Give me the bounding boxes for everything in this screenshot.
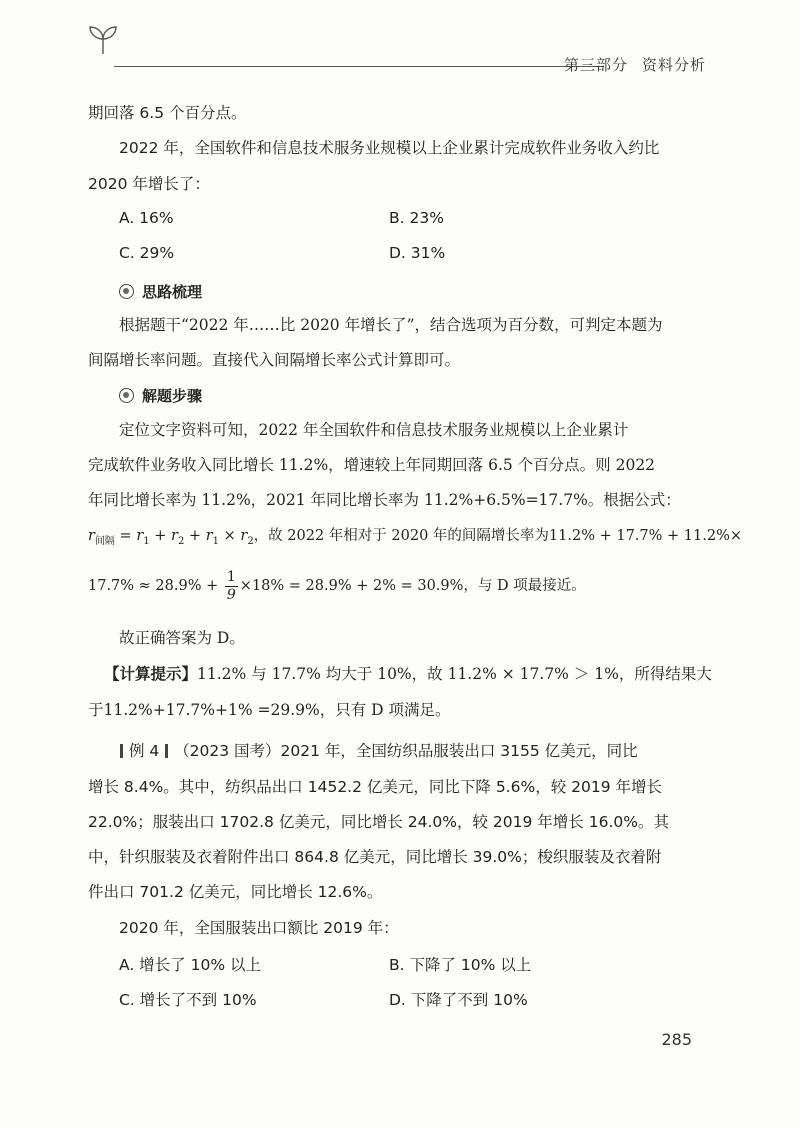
question-line: 2020 年，全国服装出口额比 2019 年：: [119, 919, 399, 937]
formula-subscript: 1: [212, 535, 219, 547]
formula-op: +: [184, 528, 206, 544]
fraction-denominator: 9: [226, 586, 236, 603]
calc-text: ×18% = 28.9% + 2% = 30.9%，与 D 项最接近。: [239, 578, 586, 594]
thinking-line: 根据题干“2022 年……比 2020 年增长了”，结合选项为百分数，可判定本题为: [119, 316, 663, 334]
example-line: 中，针织服装及衣着附件出口 864.8 亿美元，同比增长 39.0%；梭织服装及衣着附: [88, 848, 662, 866]
option-b: B. 下降了 10% 以上: [389, 956, 532, 974]
text-line: 期回落 6.5 个百分点。: [88, 104, 247, 122]
sprout-icon: [86, 24, 120, 56]
formula-subscript: 2: [247, 535, 254, 547]
option-d: D. 31%: [389, 244, 446, 262]
formula-symbol: r: [240, 528, 248, 544]
calc-text: 17.7% ≈ 28.9% +: [88, 578, 223, 594]
solution-line: 定位文字资料可知，2022 年全国软件和信息技术服务业规模以上企业累计: [119, 421, 629, 439]
formula-symbol: r: [136, 528, 144, 544]
example-bracket-left: [120, 744, 123, 758]
thinking-line: 间隔增长率问题。直接代入间隔增长率公式计算即可。: [88, 351, 461, 369]
option-a: A. 增长了 10% 以上: [119, 956, 261, 974]
section-badge-icon: [119, 284, 134, 299]
formula-tail: ，故 2022 年相对于 2020 年的间隔增长率为11.2% + 17.7% + 11.2%×: [253, 528, 742, 544]
formula-symbol: r: [88, 528, 95, 544]
option-b: B. 23%: [389, 209, 444, 227]
formula-subscript: 间隔: [94, 535, 115, 547]
example-line: 22.0%；服装出口 1702.8 亿美元，同比增长 24.0%，较 2019 年增长 16.0%。其: [88, 813, 669, 831]
fraction: [225, 569, 238, 604]
option-a: A. 16%: [119, 209, 174, 227]
option-d: D. 下降了不到 10%: [389, 991, 528, 1009]
formula-op: =: [114, 528, 137, 544]
formula-line: [88, 526, 742, 552]
tip-text: 11.2% 与 17.7% 均大于 10%，故 11.2% × 17.7% ＞ 1%，所得结果大: [197, 665, 712, 683]
question-line: 2020 年增长了：: [88, 175, 210, 193]
thinking-heading: [119, 281, 202, 302]
example-text: （2023 国考）2021 年，全国纺织品服装出口 3155 亿美元，同比: [174, 742, 638, 760]
tip-line: 于11.2%+17.7%+1% =29.9%，只有 D 项满足。: [88, 701, 451, 719]
solution-heading: [119, 385, 202, 406]
example-line: 增长 8.4%。其中，纺织品出口 1452.2 亿美元，同比下降 5.6%，较 2019 年增长: [88, 778, 663, 796]
fraction-numerator: 1: [226, 568, 236, 585]
part-label: 第三部分: [563, 56, 628, 74]
example-line: [119, 741, 638, 761]
solution-title: 解题步骤: [142, 387, 203, 405]
formula-op: +: [149, 528, 171, 544]
section-title: [564, 54, 706, 75]
formula-symbol: r: [205, 528, 213, 544]
formula-subscript: 1: [143, 535, 150, 547]
calculation-line: [88, 566, 586, 606]
page-number: 285: [661, 1030, 692, 1049]
option-c: C. 增长了不到 10%: [119, 991, 257, 1009]
formula-symbol: r: [171, 528, 178, 544]
header-rule: [114, 66, 604, 67]
formula-op: ×: [219, 528, 241, 544]
running-header: [86, 22, 706, 74]
example-bracket-right: [165, 744, 168, 758]
question-line: 2022 年，全国软件和信息技术服务业规模以上企业累计完成软件业务收入约比: [119, 139, 660, 157]
tip-line: [104, 664, 712, 684]
tip-label: 【计算提示】: [104, 664, 198, 683]
thinking-title: 思路梳理: [142, 283, 203, 301]
section-badge-icon: [119, 388, 134, 403]
formula-subscript: 2: [177, 535, 185, 547]
answer-line: 故正确答案为 D。: [119, 629, 245, 647]
option-c: C. 29%: [119, 244, 175, 262]
subject-label: 资料分析: [641, 56, 706, 74]
example-line: 件出口 701.2 亿美元，同比增长 12.6%。: [88, 883, 383, 901]
solution-line: 年同比增长率为 11.2%，2021 年同比增长率为 11.2%+6.5%=17.7%。根据公式：: [88, 491, 681, 509]
solution-line: 完成软件业务收入同比增长 11.2%，增速较上年同期回落 6.5 个百分点。则 2022: [88, 456, 656, 474]
example-label: 例 4: [128, 742, 160, 760]
